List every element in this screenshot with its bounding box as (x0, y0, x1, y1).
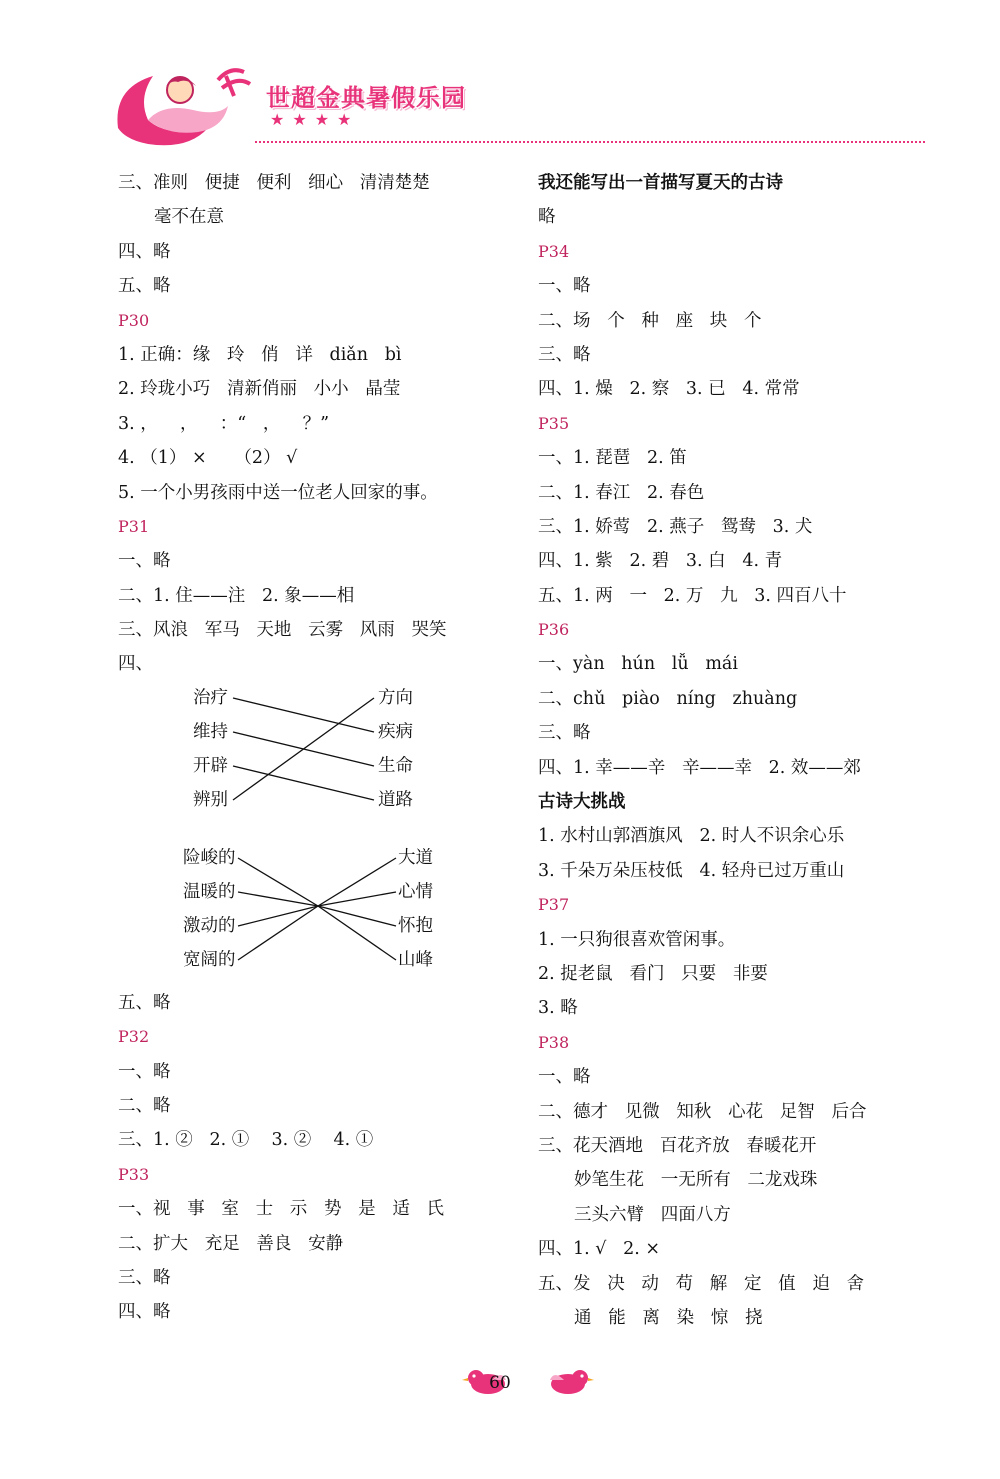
answer-line: 三、略 (538, 344, 591, 365)
answer-line: 二、1. 住——注 2. 象——相 (118, 585, 355, 606)
answer-line: 三、风浪 军马 天地 云雾 风雨 哭笑 (118, 620, 447, 641)
answer-line: 3. 千朵万朵压枝低 4. 轻舟已过万重山 (538, 860, 845, 881)
header-divider (255, 141, 925, 143)
answer-line: 三、略 (538, 723, 591, 744)
matching-exercise-1 (118, 682, 508, 820)
answer-line: 一、yàn hún lǚ mái (538, 654, 738, 675)
answer-line: 四、1. 紫 2. 碧 3. 白 4. 青 (538, 551, 783, 572)
answer-line: 三、花天酒地 百花齐放 春暖花开 (538, 1135, 817, 1156)
answer-line: 三、准则 便捷 便利 细心 清清楚楚 (118, 173, 430, 193)
matching-lines-1 (118, 682, 508, 820)
answer-line: 1. 水村山郭酒旗风 2. 时人不识余心乐 (538, 826, 845, 847)
answer-line: 四、略 (118, 1302, 171, 1323)
page-section-heading: P33 (118, 1164, 150, 1184)
answer-line: 二、德才 见微 知秋 心花 足智 后合 (538, 1101, 867, 1122)
answer-line: 3. 略 (538, 998, 578, 1019)
answer-line: 2. 捉老鼠 看门 只要 非要 (538, 963, 768, 984)
match2-right-1: 心情 (398, 881, 433, 902)
answer-line: 二、略 (118, 1096, 171, 1117)
answer-line: 四、1. 幸——辛 辛——幸 2. 效——郊 (538, 757, 861, 778)
answer-line: 四、略 (118, 241, 171, 262)
answer-line: 2. 玲珑小巧 清新俏丽 小小 晶莹 (118, 379, 401, 400)
match1-left-1: 维持 (193, 721, 228, 742)
match1-left-2: 开辟 (193, 755, 228, 776)
answer-line: 三、1. 娇莺 2. 燕子 鸳鸯 3. 犬 (538, 516, 813, 537)
page-section-heading: P31 (118, 516, 150, 536)
page-section-heading: P32 (118, 1027, 150, 1047)
page-section-heading: P35 (538, 413, 570, 433)
bird-icon (548, 1366, 594, 1396)
match2-right-2: 怀抱 (398, 915, 433, 936)
answer-line: 五、略 (118, 992, 171, 1013)
summer-logo-icon (108, 58, 258, 148)
match2-left-0: 险峻的 (183, 847, 236, 868)
brand-title: 世超金典暑假乐园 (266, 84, 466, 112)
answer-line: 三头六臂 四面八方 (574, 1204, 731, 1225)
answer-line: 五、略 (118, 276, 171, 297)
page-number: 60 (489, 1373, 511, 1393)
answer-line: 古诗大挑战 (538, 792, 626, 813)
answer-line: 一、略 (538, 1067, 591, 1088)
answer-line: 四、1. 燥 2. 察 3. 已 4. 常常 (538, 379, 800, 400)
match1-right-0: 方向 (378, 687, 413, 708)
match1-left-0: 治疗 (193, 687, 228, 708)
page-section-heading: P34 (538, 241, 570, 261)
page-section-heading: P30 (118, 310, 150, 330)
answer-line: 3. ， ， ：“ ， ？” (118, 413, 330, 434)
answer-line: 4. （1） × （2） √ (118, 448, 298, 469)
answer-line: 一、视 事 室 士 示 势 是 适 氏 (118, 1199, 445, 1220)
match2-right-0: 大道 (398, 847, 433, 868)
page-section-heading: P38 (538, 1032, 570, 1052)
answer-line: 二、扩大 充足 善良 安静 (118, 1233, 344, 1254)
match1-right-2: 生命 (378, 755, 413, 776)
answer-line: 四、1. √ 2. × (538, 1239, 661, 1260)
page-section-heading: P36 (538, 620, 570, 640)
answer-line: 一、略 (118, 1061, 171, 1082)
match1-right-3: 道路 (378, 789, 413, 810)
match1-left-3: 辨别 (193, 789, 228, 810)
answer-line: 二、场 个 种 座 块 个 (538, 310, 762, 331)
answer-line: 一、略 (538, 276, 591, 297)
answer-line: 毫不在意 (154, 207, 224, 228)
answer-line: 五、发 决 动 苟 解 定 值 迫 舍 (538, 1273, 865, 1294)
matching-exercise-2 (118, 842, 508, 980)
match2-left-2: 激动的 (183, 915, 236, 936)
answer-line: 通 能 离 染 惊 挠 (574, 1307, 763, 1328)
answer-line: 略 (538, 207, 556, 228)
match2-left-3: 宽阔的 (183, 949, 236, 970)
answer-line: 妙笔生花 一无所有 二龙戏珠 (574, 1170, 818, 1191)
answer-line: 三、略 (118, 1267, 171, 1288)
answer-line: 三、1. ② 2. ① 3. ② 4. ① (118, 1130, 374, 1151)
answer-line: 一、1. 琵琶 2. 笛 (538, 448, 687, 469)
answer-line: 五、1. 两 一 2. 万 九 3. 四百八十 (538, 585, 847, 606)
page-section-heading: P37 (538, 895, 570, 915)
answer-line: 1. 一只狗很喜欢管闲事。 (538, 929, 736, 950)
matching-lines-2 (118, 842, 508, 980)
match1-right-1: 疾病 (378, 721, 413, 742)
answer-line: 二、chǔ piào níng zhuàng (538, 688, 798, 709)
star-decoration-icon: ★★★★ (270, 110, 360, 129)
right-answer-column (538, 166, 928, 1335)
answer-line: 二、1. 春江 2. 春色 (538, 482, 705, 503)
match2-left-1: 温暖的 (183, 881, 236, 902)
left-answer-column (118, 166, 508, 1330)
match2-right-3: 山峰 (398, 949, 433, 970)
answer-line: 1. 正确：缘 玲 俏 详 diǎn bì (118, 344, 402, 365)
answer-line: 四、 (118, 654, 153, 675)
answer-line: 一、略 (118, 551, 171, 572)
answer-line: 我还能写出一首描写夏天的古诗 (538, 173, 783, 193)
answer-line: 5. 一个小男孩雨中送一位老人回家的事。 (118, 482, 438, 503)
